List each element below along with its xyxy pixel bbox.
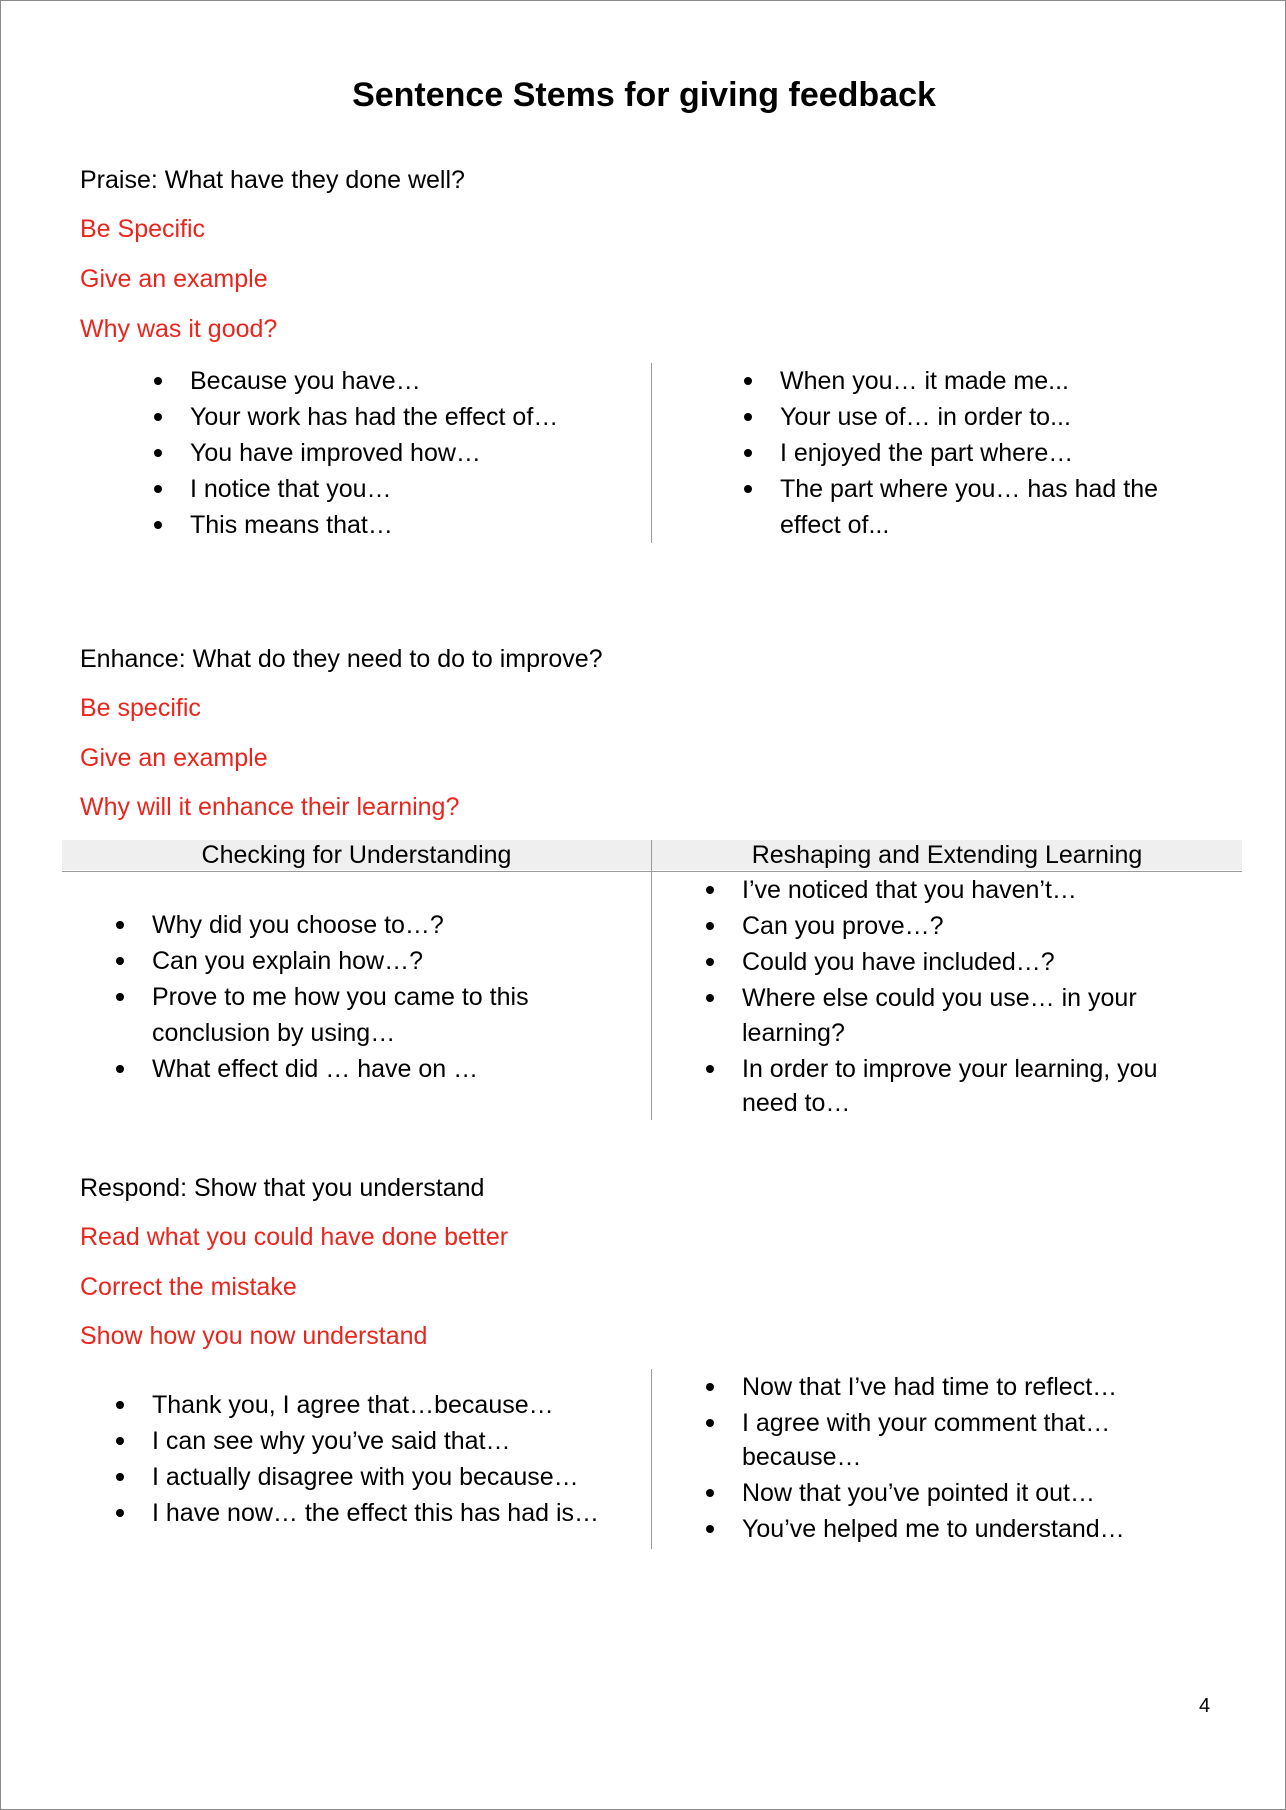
respond-left-stems bbox=[152, 1387, 599, 1531]
list-item: I notice that you… bbox=[190, 471, 558, 507]
list-item: I agree with your comment that… bbox=[742, 1405, 1117, 1441]
list-item: I enjoyed the part where… bbox=[780, 435, 1158, 471]
list-item: Your use of… in order to... bbox=[780, 399, 1158, 435]
enhance-heading: Enhance: What do they need to do to improve? bbox=[80, 645, 603, 673]
list-item: This means that… bbox=[190, 507, 558, 543]
list-item: The part where you… has had the bbox=[780, 471, 1158, 507]
list-item: Can you explain how…? bbox=[152, 943, 529, 979]
respond-heading: Respond: Show that you understand bbox=[80, 1174, 485, 1202]
list-item: Now that I’ve had time to reflect… bbox=[742, 1369, 1117, 1405]
list-item: I have now… the effect this has had is… bbox=[152, 1495, 599, 1531]
list-item: Now that you’ve pointed it out… bbox=[742, 1475, 1125, 1511]
enhance-prompt-specific: Be specific bbox=[80, 694, 201, 722]
list-item: What effect did … have on … bbox=[152, 1051, 478, 1087]
praise-prompt-specific: Be Specific bbox=[80, 215, 206, 243]
enhance-right-continuation: learning? bbox=[742, 1019, 845, 1047]
column-divider bbox=[651, 363, 652, 543]
enhance-left-continuation: conclusion by using… bbox=[152, 1019, 396, 1047]
enhance-left-stems bbox=[152, 907, 529, 1015]
list-item: You have improved how… bbox=[190, 435, 558, 471]
list-item: Thank you, I agree that…because… bbox=[152, 1387, 599, 1423]
list-item: Can you prove…? bbox=[742, 908, 1137, 944]
enhance-left-stems-last bbox=[152, 1051, 478, 1087]
list-item: I’ve noticed that you haven’t… bbox=[742, 872, 1137, 908]
praise-prompt-example: Give an example bbox=[80, 265, 268, 293]
page-number: 4 bbox=[1199, 1695, 1211, 1717]
table-header-reshaping: Reshaping and Extending Learning bbox=[652, 840, 1242, 870]
praise-left-stems bbox=[190, 363, 558, 543]
enhance-right-stems-last bbox=[742, 1051, 1158, 1087]
table-header-checking: Checking for Understanding bbox=[62, 840, 651, 870]
respond-prompt-read: Read what you could have done better bbox=[80, 1223, 509, 1251]
enhance-prompt-why: Why will it enhance their learning? bbox=[80, 793, 460, 821]
praise-right-stems bbox=[780, 363, 1158, 507]
respond-right-stems bbox=[742, 1369, 1117, 1441]
respond-prompt-show: Show how you now understand bbox=[80, 1322, 428, 1350]
respond-prompt-correct: Correct the mistake bbox=[80, 1273, 297, 1301]
praise-prompt-why: Why was it good? bbox=[80, 315, 278, 343]
list-item: I actually disagree with you because… bbox=[152, 1459, 599, 1495]
list-item: Where else could you use… in your bbox=[742, 980, 1137, 1016]
praise-heading: Praise: What have they done well? bbox=[80, 166, 465, 194]
list-item: I can see why you’ve said that… bbox=[152, 1423, 599, 1459]
list-item: Why did you choose to…? bbox=[152, 907, 529, 943]
respond-right-stems-last bbox=[742, 1475, 1125, 1547]
list-item: Prove to me how you came to this bbox=[152, 979, 529, 1015]
table-column-divider bbox=[651, 840, 652, 1120]
enhance-prompt-example: Give an example bbox=[80, 744, 268, 772]
list-item: Your work has had the effect of… bbox=[190, 399, 558, 435]
list-item: When you… it made me... bbox=[780, 363, 1158, 399]
enhance-right-continuation-2: need to… bbox=[742, 1089, 851, 1117]
list-item: In order to improve your learning, you bbox=[742, 1051, 1158, 1087]
respond-right-continuation: because… bbox=[742, 1443, 862, 1471]
list-item: Because you have… bbox=[190, 363, 558, 399]
list-item: Could you have included…? bbox=[742, 944, 1137, 980]
page-title: Sentence Stems for giving feedback bbox=[352, 76, 936, 114]
list-item: You’ve helped me to understand… bbox=[742, 1511, 1125, 1547]
praise-right-continuation: effect of... bbox=[780, 511, 890, 539]
column-divider bbox=[651, 1369, 652, 1549]
enhance-right-stems bbox=[742, 872, 1137, 1016]
